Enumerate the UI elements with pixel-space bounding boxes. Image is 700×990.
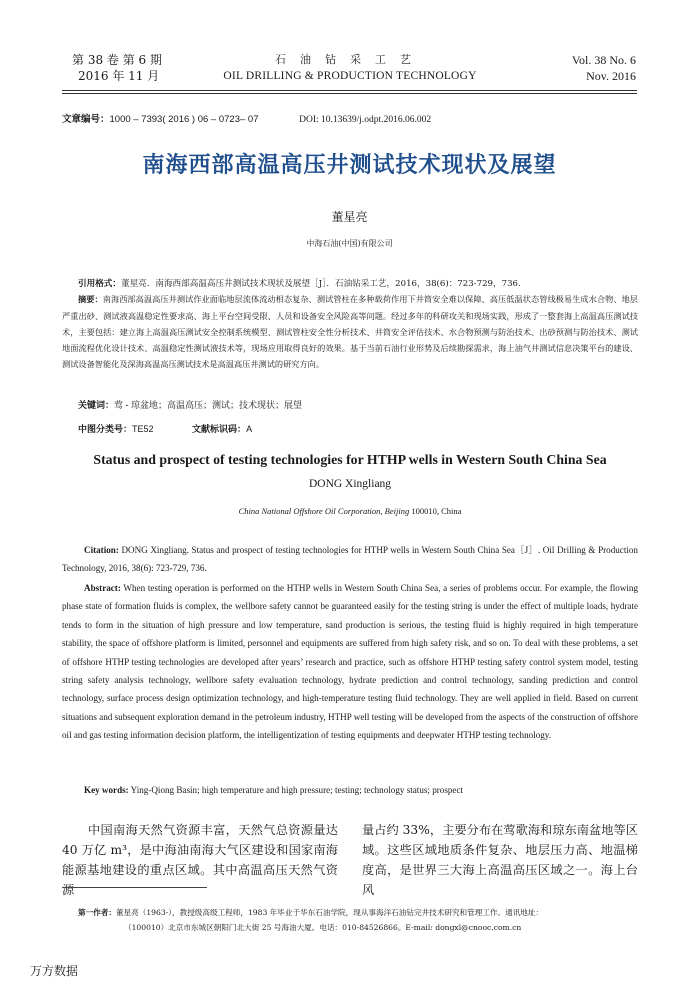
article-number-line	[62, 111, 431, 125]
affiliation-en	[62, 506, 638, 516]
body-column-right: 量占约 33%，主要分布在莺歌海和琼东南盆地等区域。这些区域地质条件复杂、地层压力高、地温梯度高，是世界三大海上高温高压区域之一。海上台风	[362, 823, 638, 897]
clc-value: TE52	[132, 424, 154, 434]
date-en: Nov. 2016	[586, 69, 636, 83]
abstract-en-label: Abstract:	[84, 583, 121, 593]
citation-en-text: DONG Xingliang. Status and prospect of testing technologies for HTHP wells in Western South China Sea［J］. Oil Drilling & Production Technology, 2016, 38(6): 723-729, 736.	[62, 545, 638, 574]
footnote	[78, 905, 638, 935]
keywords-en-label: Key words:	[84, 785, 129, 795]
keywords-cn	[78, 398, 302, 411]
abstract-en-text: When testing operation is performed on the HTHP wells in Western South China Sea, a series of problems occur. For example, the flowing phase state of formation fluids is complex, the wellbore safety cannot be guaranteed easily for the testing string is under the effect of multiple loads, hydrate tends to form in the situation of high pressure and low temperature, sand production is serious, the testing fluid is highly required in high temperature stability, the space of offshore platform is limited, personnel and equipments are suffered from high safety risk, and so on. To deal with these problems, a set of offshore HTHP testing technologies are developed after years’ research and practice, such as offshore HTHP testing safety control system model, testing string safety analysis technology, wellbore safety evaluation technology, hydrate prediction and control technology, sanding prediction and control technology, surface process design optimization technology, and high-temperature testing fluid technology. They are well applied in field. Based on current situations and subsequent exploration demand in the petroleum industry, HTHP well testing will be developed from the aspects of the construction of offshore oil and gas testing information decision platform, the intelligentization of testing equipments and deepwater HTHP testing technology.	[62, 583, 639, 741]
date-cn: 2016 年 11 月	[78, 69, 160, 83]
doc-code-label: 文献标识码：	[192, 424, 247, 434]
footnote-rule	[62, 887, 207, 888]
keywords-cn-label: 关键词：	[78, 400, 115, 410]
footnote-label: 第一作者：	[78, 908, 116, 917]
abstract-cn-label: 摘要：	[78, 295, 103, 304]
footnote-line-2: （100010）北京市东城区朝阳门北大街 25 号海油大厦。电话：010-84526866。E-mail: dongxl@cnooc.com.cn	[124, 923, 522, 932]
citation-en-label: Citation:	[84, 545, 119, 555]
article-number: 1000 – 7393( 2016 ) 06 – 0723– 07	[109, 114, 259, 125]
affiliation-en-text: China National Offshore Oil Corporation, Beijing	[238, 506, 410, 516]
keywords-en-text: Ying-Qiong Basin; high temperature and high pressure; testing; technology status; prospect	[130, 785, 464, 795]
abstract-en	[62, 579, 638, 745]
citation-cn-text: 董星亮．南海西部高温高压井测试技术现状及展望［J］．石油钻采工艺，2016，38(6)：723-729，736.	[120, 279, 521, 289]
doi: DOI: 10.13639/j.odpt.2016.06.002	[299, 115, 432, 125]
abstract-cn	[62, 291, 638, 372]
header-journal	[200, 52, 500, 84]
affiliation-en-zip: 100010, China	[411, 506, 462, 516]
vol-en: Vol. 38 No. 6	[571, 53, 636, 67]
clc-label: 中图分类号：	[78, 424, 133, 434]
issue-cn: 第 38 卷 第 6 期	[72, 53, 162, 67]
article-number-label: 文章编号：	[62, 114, 110, 125]
header-volume	[572, 52, 636, 84]
title-cn: 南海西部高温高压井测试技术现状及展望	[142, 153, 557, 178]
affiliation-cn: 中海石油(中国)有限公司	[306, 239, 393, 248]
footnote-text-1: 董星亮（1963-），教授级高级工程师，1983 年毕业于华东石油学院，现从事海洋石油钻完井技术研究和管理工作。通讯地址：	[115, 908, 544, 917]
citation-cn-label: 引用格式：	[78, 278, 121, 288]
footnote-line-1	[78, 905, 638, 920]
keywords-en	[62, 781, 638, 799]
journal-name-cn: 石油钻采工艺	[275, 53, 425, 66]
author-cn: 董星亮	[331, 210, 368, 224]
body-column-left: 中国南海天然气资源丰富，天然气总资源量达 40 万亿 m³，是中海油南海大气区建设和国家南海能源基地建设的重点区域。其中高温高压天然气资源	[62, 823, 338, 897]
doc-code-value: A	[246, 424, 253, 434]
watermark-wanfang: 万方数据	[30, 964, 79, 978]
classification-cn	[78, 422, 252, 435]
header-rule	[62, 90, 637, 91]
header-issue	[72, 52, 162, 84]
abstract-cn-text: 南海西部高温高压井测试作业面临地层流体流动相态复杂、测试管柱在多种载荷作用下井筒安全难以保障、高压低温状态管线极易生成水合物、地层严重出砂、测试液高温稳定性要求高、海上平台空间受限、人员和设备安全风险高等问题。经过多年的科研攻关和现场实践，形成了一整套海上高温高压测试技术，主要包括：建立海上高温高压测试安全控制系统模型、测试管柱安全性分析技术、井筒安全评估技术、水合物预测与防治技术、出砂预测与防治技术、测试地面流程优化设计技术、高温稳定性测试液技术等，现场应用取得良好的效果。基于当前石油行业形势及后续勘探需求，海上油气井测试信息决策平台的建设、测试设备智能化及深海高温高压测试技术是高温高压井测试的研究方向。	[62, 294, 638, 369]
author-en: DONG Xingliang	[308, 478, 392, 490]
citation-en	[62, 541, 638, 578]
keywords-cn-text: 莺 - 琼盆地；高温高压；测试；技术现状；展望	[114, 400, 303, 410]
header-rule-thin	[62, 93, 637, 94]
title-en: Status and prospect of testing technologies for HTHP wells in Western South China Sea	[93, 452, 607, 467]
citation-cn	[78, 275, 638, 292]
journal-name-en: OIL DRILLING & PRODUCTION TECHNOLOGY	[223, 70, 477, 82]
